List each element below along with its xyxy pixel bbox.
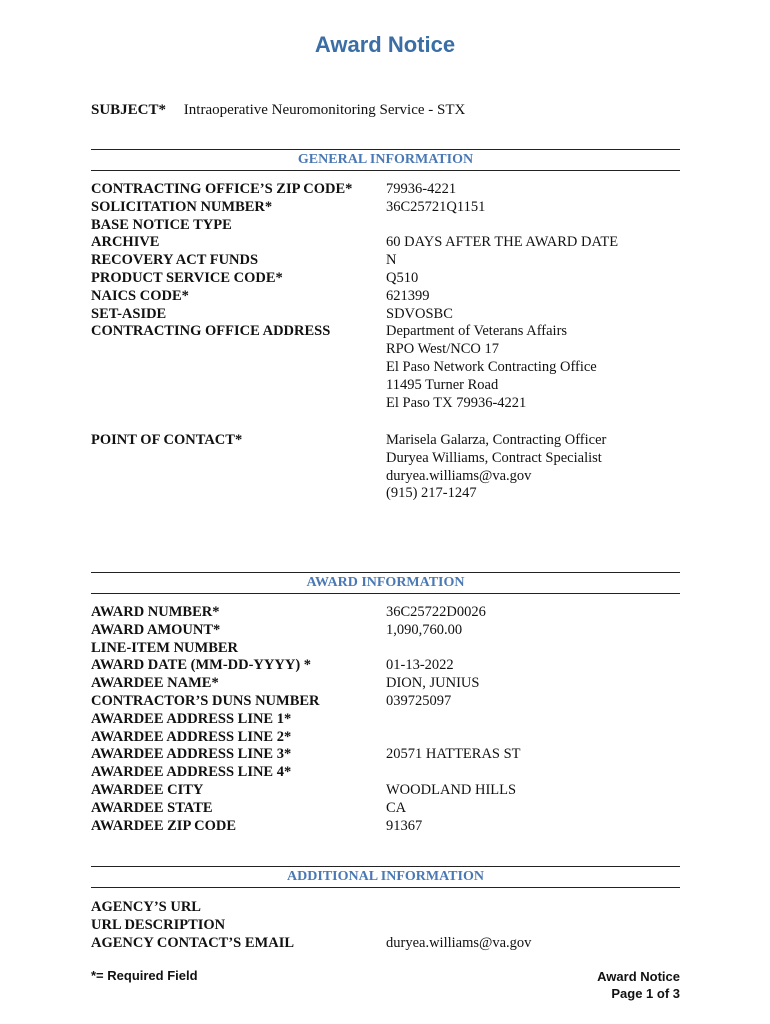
subject-value: Intraoperative Neuromonitoring Service - STX xyxy=(183,102,466,118)
field-label: AWARDEE ADDRESS LINE 4* xyxy=(91,764,292,781)
field-label: AWARDEE CITY xyxy=(91,781,204,798)
required-field-note: *= Required Field xyxy=(91,968,198,983)
field-value-line: El Paso Network Contracting Office xyxy=(386,358,597,375)
field-row xyxy=(91,323,680,412)
field-label: SET-ASIDE xyxy=(91,305,167,322)
field-row xyxy=(91,604,680,622)
field-value-line: (915) 217-1247 xyxy=(386,485,477,502)
field-value-line: CA xyxy=(386,799,407,816)
field-value xyxy=(386,729,680,747)
field-value xyxy=(386,252,680,270)
additional-information-heading: ADDITIONAL INFORMATION xyxy=(91,866,680,888)
field-value-line: duryea.williams@va.gov xyxy=(386,934,532,951)
field-value xyxy=(386,899,680,917)
field-value-line: 1,090,760.00 xyxy=(386,621,463,638)
field-label: ARCHIVE xyxy=(91,234,160,251)
field-value xyxy=(386,657,680,675)
field-row xyxy=(91,818,680,836)
field-label: CONTRACTING OFFICE ADDRESS xyxy=(91,323,331,340)
field-value xyxy=(386,217,680,235)
general-information-fields xyxy=(91,181,680,412)
field-label: AWARDEE ZIP CODE xyxy=(91,817,237,834)
field-label: SOLICITATION NUMBER* xyxy=(91,198,273,215)
field-row xyxy=(91,800,680,818)
award-information-heading: AWARD INFORMATION xyxy=(91,572,680,594)
field-label: PRODUCT SERVICE CODE* xyxy=(91,269,283,286)
field-value-line: 01-13-2022 xyxy=(386,657,454,674)
field-value xyxy=(386,818,680,836)
field-value xyxy=(386,917,680,935)
field-row xyxy=(91,432,680,503)
field-value-line: 20571 HATTERAS ST xyxy=(386,746,521,763)
field-value-line: 11495 Turner Road xyxy=(386,376,499,393)
point-of-contact-fields xyxy=(91,432,680,503)
field-label: LINE-ITEM NUMBER xyxy=(91,639,239,656)
field-value xyxy=(386,306,680,324)
field-value xyxy=(386,270,680,288)
field-row xyxy=(91,288,680,306)
field-value xyxy=(386,675,680,693)
subject-label: SUBJECT* xyxy=(91,102,167,118)
general-information-heading: GENERAL INFORMATION xyxy=(91,149,680,171)
field-row xyxy=(91,306,680,324)
field-label: AWARDEE NAME* xyxy=(91,675,219,692)
field-label: AWARDEE STATE xyxy=(91,799,213,816)
field-label: CONTRACTOR’S DUNS NUMBER xyxy=(91,692,320,709)
field-value-line: WOODLAND HILLS xyxy=(386,781,517,798)
field-value xyxy=(386,764,680,782)
field-value-line: 36C25721Q1151 xyxy=(386,198,486,215)
field-value-line: 91367 xyxy=(386,817,423,834)
field-label: CONTRACTING OFFICE’S ZIP CODE* xyxy=(91,181,353,197)
field-row xyxy=(91,764,680,782)
page-footer xyxy=(597,968,680,1002)
field-row xyxy=(91,640,680,658)
field-row xyxy=(91,917,680,935)
field-value-line: 039725097 xyxy=(386,692,452,709)
field-label: AWARDEE ADDRESS LINE 1* xyxy=(91,710,292,727)
field-row xyxy=(91,782,680,800)
field-value xyxy=(386,800,680,818)
field-value-line: 79936-4221 xyxy=(386,181,457,197)
field-value xyxy=(386,640,680,658)
field-label: AGENCY CONTACT’S EMAIL xyxy=(91,934,295,951)
additional-information-fields xyxy=(91,899,680,952)
field-row xyxy=(91,181,680,199)
field-row xyxy=(91,729,680,747)
field-value xyxy=(386,746,680,764)
field-value-line: Duryea Williams, Contract Specialist xyxy=(386,449,602,466)
field-row xyxy=(91,899,680,917)
field-row xyxy=(91,199,680,217)
field-value xyxy=(386,693,680,711)
field-value-line: El Paso TX 79936-4221 xyxy=(386,394,527,411)
field-value-line: 36C25722D0026 xyxy=(386,604,486,620)
footer-document-name: Award Notice xyxy=(597,969,680,984)
field-row xyxy=(91,746,680,764)
field-label: AWARDEE ADDRESS LINE 2* xyxy=(91,728,292,745)
field-value-line: Marisela Galarza, Contracting Officer xyxy=(386,432,607,448)
field-value xyxy=(386,782,680,800)
field-label: BASE NOTICE TYPE xyxy=(91,216,232,233)
field-row xyxy=(91,270,680,288)
field-label: AGENCY’S URL xyxy=(91,899,201,915)
field-label: AWARD DATE (MM-DD-YYYY) * xyxy=(91,657,312,674)
field-value-line: Department of Veterans Affairs xyxy=(386,323,568,340)
field-row xyxy=(91,252,680,270)
field-row xyxy=(91,234,680,252)
field-value-line: N xyxy=(386,252,397,269)
field-label: AWARDEE ADDRESS LINE 3* xyxy=(91,746,292,763)
field-value xyxy=(386,234,680,252)
field-row xyxy=(91,935,680,953)
field-value xyxy=(386,199,680,217)
award-information-fields xyxy=(91,604,680,835)
field-value xyxy=(386,604,680,622)
field-value xyxy=(386,288,680,306)
field-value-line: DION, JUNIUS xyxy=(386,675,480,692)
field-label: NAICS CODE* xyxy=(91,287,189,304)
field-value-line: 621399 xyxy=(386,287,430,304)
field-value-line: 60 DAYS AFTER THE AWARD DATE xyxy=(386,234,619,251)
field-value xyxy=(386,181,680,199)
field-row xyxy=(91,657,680,675)
field-row xyxy=(91,675,680,693)
field-row xyxy=(91,622,680,640)
subject-line xyxy=(91,102,465,119)
field-value xyxy=(386,432,680,503)
field-value-line: SDVOSBC xyxy=(386,305,453,322)
field-value-line: duryea.williams@va.gov xyxy=(386,467,532,484)
field-row xyxy=(91,693,680,711)
page-number: Page 1 of 3 xyxy=(611,986,680,1001)
document-title: Award Notice xyxy=(314,32,456,57)
field-label: AWARD NUMBER* xyxy=(91,604,220,620)
field-value-line: Q510 xyxy=(386,269,419,286)
field-value xyxy=(386,935,680,953)
field-value-line: RPO West/NCO 17 xyxy=(386,341,499,358)
field-label: POINT OF CONTACT* xyxy=(91,432,243,448)
field-value xyxy=(386,323,680,412)
field-value xyxy=(386,711,680,729)
field-row xyxy=(91,217,680,235)
field-row xyxy=(91,711,680,729)
field-label: URL DESCRIPTION xyxy=(91,916,226,933)
field-label: RECOVERY ACT FUNDS xyxy=(91,252,259,269)
field-value xyxy=(386,622,680,640)
field-label: AWARD AMOUNT* xyxy=(91,621,221,638)
